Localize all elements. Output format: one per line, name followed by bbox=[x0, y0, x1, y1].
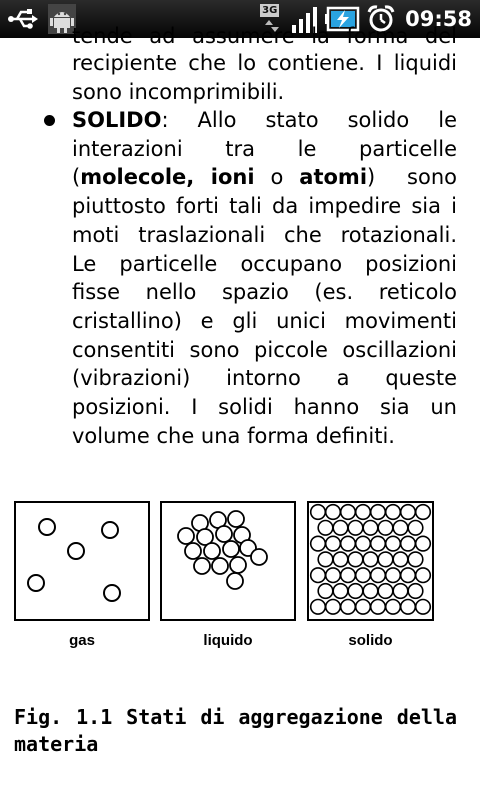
particle bbox=[318, 521, 333, 536]
particle bbox=[356, 600, 371, 615]
particle bbox=[311, 600, 326, 615]
particle bbox=[401, 600, 416, 615]
particle bbox=[401, 536, 416, 551]
particle bbox=[311, 505, 326, 520]
document-view[interactable] bbox=[0, 24, 480, 800]
particle bbox=[401, 568, 416, 583]
particle bbox=[341, 505, 356, 520]
particle bbox=[371, 536, 386, 551]
particle bbox=[356, 568, 371, 583]
label-liquido: liquido bbox=[203, 632, 253, 649]
particle bbox=[408, 584, 423, 599]
text-line: recipiente che lo contiene. I liquidi bbox=[72, 51, 457, 75]
text-line: consentiti sono piccole oscillazioni bbox=[72, 337, 457, 362]
clock: 09:58 bbox=[405, 7, 472, 31]
particle bbox=[326, 536, 341, 551]
particle bbox=[348, 552, 363, 567]
usb-icon bbox=[8, 5, 38, 33]
notification-icons bbox=[8, 4, 76, 34]
particle bbox=[371, 505, 386, 520]
particle bbox=[393, 521, 408, 536]
bullet bbox=[44, 115, 55, 126]
particle bbox=[326, 600, 341, 615]
particle bbox=[341, 536, 356, 551]
caption-line: materia bbox=[14, 732, 99, 756]
particle bbox=[393, 552, 408, 567]
particle bbox=[341, 600, 356, 615]
text-line: piuttosto forti tali da impedire sia i bbox=[72, 194, 457, 219]
particle bbox=[371, 600, 386, 615]
particle bbox=[341, 568, 356, 583]
text-line: Le particelle occupano posizioni bbox=[72, 251, 457, 276]
solid-diagram bbox=[307, 501, 434, 621]
particle bbox=[356, 505, 371, 520]
particle bbox=[318, 584, 333, 599]
particle bbox=[386, 600, 401, 615]
particle bbox=[416, 600, 431, 615]
particle bbox=[416, 568, 431, 583]
text-line: volume che una forma definiti. bbox=[72, 423, 395, 448]
label-solido: solido bbox=[348, 632, 393, 649]
particle bbox=[318, 552, 333, 567]
particle bbox=[333, 521, 348, 536]
particle bbox=[386, 568, 401, 583]
particle bbox=[386, 505, 401, 520]
particle bbox=[416, 505, 431, 520]
solido-paragraph bbox=[72, 106, 457, 450]
term-solido: SOLIDO bbox=[72, 108, 162, 132]
text-line: (molecole, ioni o atomi) sono bbox=[72, 165, 457, 190]
particle bbox=[363, 521, 378, 536]
network-badge: 3G bbox=[262, 5, 278, 16]
particle bbox=[393, 584, 408, 599]
liquid-diagram bbox=[160, 501, 296, 621]
particle bbox=[311, 536, 326, 551]
particle bbox=[408, 521, 423, 536]
particle bbox=[356, 536, 371, 551]
particle bbox=[386, 536, 401, 551]
gas-diagram bbox=[14, 501, 150, 621]
particle bbox=[348, 521, 363, 536]
particle bbox=[311, 568, 326, 583]
text-line: moti traslazionali che rotazionali. bbox=[72, 222, 457, 247]
particle bbox=[371, 568, 386, 583]
particle bbox=[416, 536, 431, 551]
label-gas: gas bbox=[69, 632, 95, 649]
particle bbox=[326, 568, 341, 583]
particle bbox=[363, 584, 378, 599]
particle bbox=[401, 505, 416, 520]
particle bbox=[326, 505, 341, 520]
particle bbox=[333, 552, 348, 567]
particle bbox=[378, 552, 393, 567]
text-line: interazioni tra le particelle bbox=[72, 136, 457, 161]
text-line: fisse nello spazio (es. reticolo bbox=[72, 280, 457, 305]
text-line: sono incomprimibili. bbox=[72, 79, 285, 104]
text-line: cristallino) e gli unici movimenti bbox=[72, 308, 457, 333]
particle bbox=[333, 584, 348, 599]
particle bbox=[378, 521, 393, 536]
figure-caption bbox=[14, 704, 457, 758]
text-line: posizioni. I solidi hanno sia un bbox=[72, 395, 457, 420]
particle bbox=[378, 584, 393, 599]
text-line: (vibrazioni) intorno a queste bbox=[72, 366, 457, 391]
particle bbox=[348, 584, 363, 599]
particle bbox=[363, 552, 378, 567]
caption-line: Fig. 1.1 Stati di aggregazione della bbox=[14, 705, 457, 729]
cut-off-line: tende ad assumere la forma del bbox=[72, 24, 457, 48]
particle bbox=[408, 552, 423, 567]
previous-paragraph bbox=[72, 49, 457, 106]
text-line: SOLIDO: Allo stato solido le bbox=[72, 108, 457, 132]
